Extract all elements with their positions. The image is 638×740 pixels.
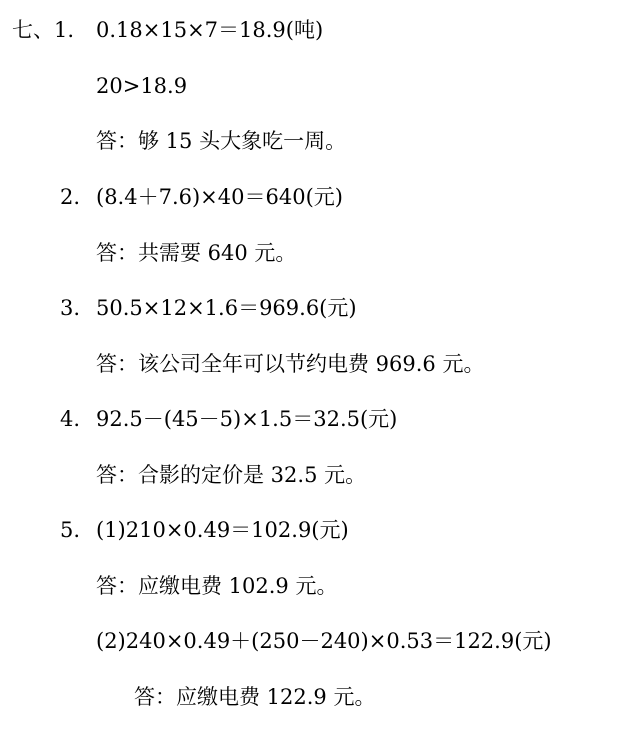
item-5-part-2-calculation: (2)240×0.49＋(250－240)×0.53＝122.9(元) <box>96 629 552 653</box>
item-1-answer: 答：够 15 头大象吃一周。 <box>96 129 347 153</box>
item-5-part-1-calculation: (1)210×0.49＝102.9(元) <box>96 518 349 542</box>
item-5-part-1-answer: 答：应缴电费 102.9 元。 <box>96 574 338 598</box>
item-2-number: 2. <box>60 185 81 209</box>
section-label: 七、1. <box>12 18 75 42</box>
item-3-answer: 答：该公司全年可以节约电费 969.6 元。 <box>96 352 485 376</box>
item-4-number: 4. <box>60 407 81 431</box>
item-2-answer: 答：共需要 640 元。 <box>96 241 297 265</box>
item-1-comparison: 20>18.9 <box>96 74 188 98</box>
item-3-number: 3. <box>60 296 81 320</box>
item-5-part-2-answer: 答：应缴电费 122.9 元。 <box>134 685 376 709</box>
item-4-answer: 答：合影的定价是 32.5 元。 <box>96 463 367 487</box>
item-1-calculation: 0.18×15×7＝18.9(吨) <box>96 18 324 42</box>
item-3-calculation: 50.5×12×1.6＝969.6(元) <box>96 296 357 320</box>
item-2-calculation: (8.4＋7.6)×40＝640(元) <box>96 185 343 209</box>
item-5-number: 5. <box>60 518 81 542</box>
item-4-calculation: 92.5－(45－5)×1.5＝32.5(元) <box>96 407 398 431</box>
